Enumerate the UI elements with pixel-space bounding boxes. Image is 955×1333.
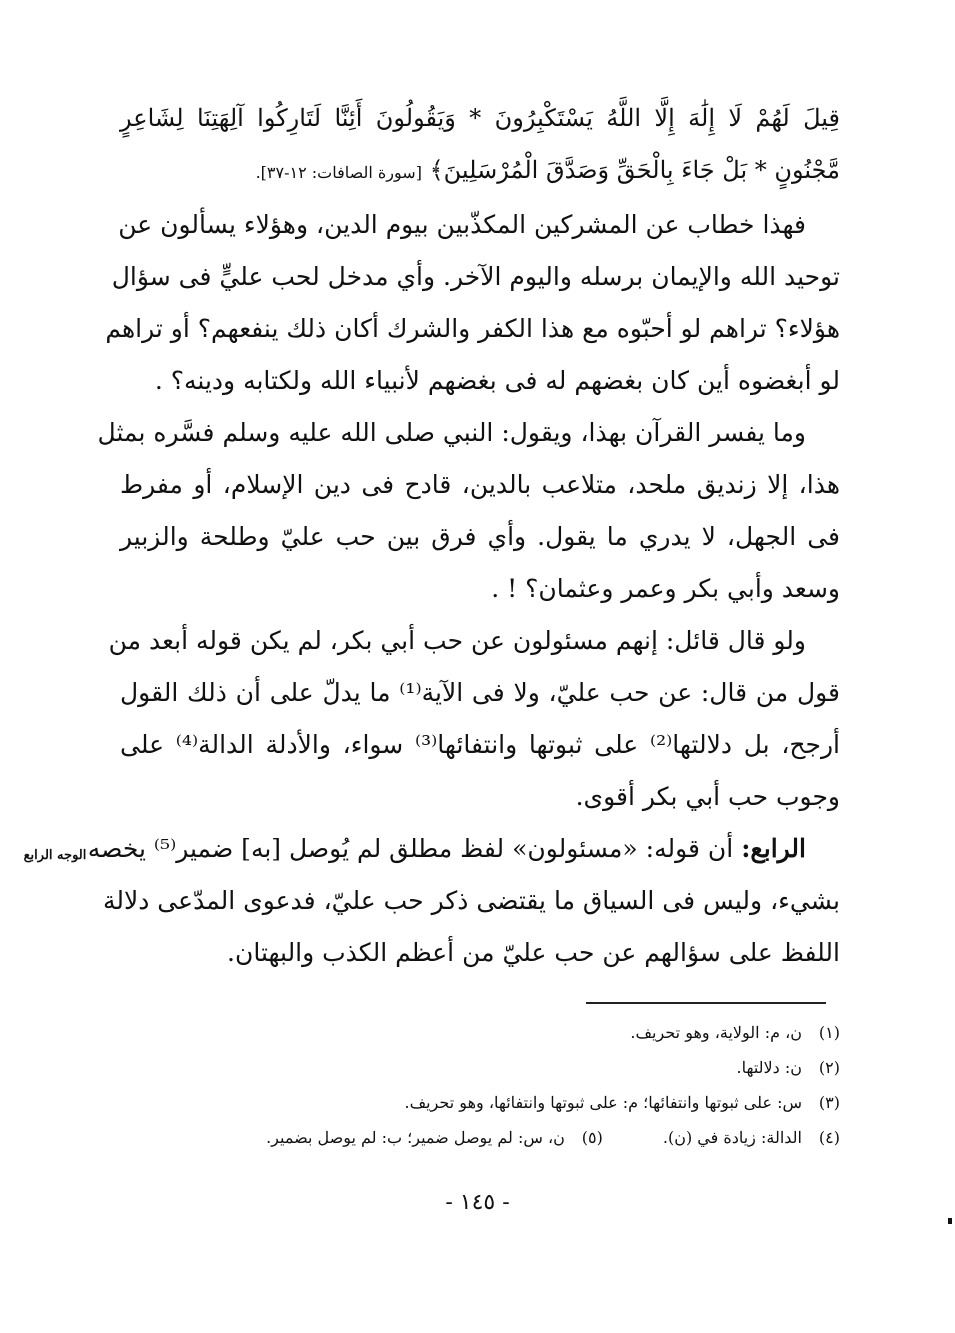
paragraph-line: فهذا خطاب عن المشركين المكذّبين بيوم الدين، وهؤلاء يسألون عن xyxy=(118,210,806,239)
verse-text: مَّجْنُونٍ * بَلْ جَاءَ بِالْحَقِّ وَصَدَّقَ الْمُرْسَلِينَ﴾ xyxy=(429,156,840,184)
paragraph-line: اللفظ على سؤالهم عن حب عليّ من أعظم الكذب والبهتان. xyxy=(227,938,840,967)
footnote-text: ن، س: لم يوصل ضمير؛ ب: لم يوصل بضمير. xyxy=(266,1128,565,1147)
footnote-number: (٣) xyxy=(818,1093,840,1112)
scan-mark xyxy=(948,1218,952,1224)
paragraph-line: ولو قال قائل: إنهم مسئولون عن حب أبي بكر، لم يكن قوله أبعد من xyxy=(108,626,806,655)
paragraph-line: أرجح، بل دلالتها⁽²⁾ على ثبوتها وانتفائها⁽³⁾ سواء، والأدلة الدالة⁽⁴⁾ على xyxy=(120,730,840,759)
paragraph-line: توحيد الله والإيمان برسله واليوم الآخر. وأي مدخل لحب عليٍّ فى سؤال xyxy=(111,262,840,291)
paragraph-line: قول من قال: عن حب عليّ، ولا فى الآية⁽¹⁾ ما يدلّ على أن ذلك القول xyxy=(120,678,840,707)
footnote-text: ن، م: الولاية، وهو تحريف. xyxy=(630,1023,802,1042)
paragraph-line: بشيء، وليس فى السياق ما يقتضى ذكر حب عليّ، فدعوى المدّعى دلالة xyxy=(102,886,840,915)
footnote-number: (٥) xyxy=(581,1128,603,1147)
paragraph-line: وسعد وأبي بكر وعمر وعثمان؟ ! . xyxy=(491,574,840,603)
footnote-text: ن: دلالتها. xyxy=(736,1058,802,1077)
footnote xyxy=(110,1050,840,1085)
footnote-number: (٢) xyxy=(818,1058,840,1077)
paragraph-line: هؤلاء؟ تراهم لو أحبّوه مع هذا الكفر والشرك أكان ذلك ينفعهم؟ أو تراهم xyxy=(105,314,840,343)
paragraph-line: وما يفسر القرآن بهذا، ويقول: النبي صلى الله عليه وسلم فسَّره بمثل xyxy=(97,418,806,447)
footnote-text: الدالة: زيادة في (ن). xyxy=(662,1128,802,1147)
footnote-separator xyxy=(586,1002,826,1004)
section-label: الرابع: xyxy=(741,834,806,863)
footnotes xyxy=(110,1015,840,1155)
verse-line: قِيلَ لَهُمْ لَا إِلَٰهَ إِلَّا اللَّهُ يَسْتَكْبِرُونَ * وَيَقُولُونَ أَئِنَّا لَتَارِكُوا آلِهَتِنَا لِشَاعِرٍ xyxy=(120,104,840,132)
page-number: - ١٤٥ - xyxy=(445,1190,510,1215)
margin-note: الوجه الرابع xyxy=(23,848,87,863)
verse-line xyxy=(120,144,840,199)
paragraph-line xyxy=(87,823,840,875)
main-text xyxy=(87,92,840,979)
footnote-number: (١) xyxy=(818,1023,840,1042)
footnote-text: س: على ثبوتها وانتفائها؛ م: على ثبوتها وانتفائها، وهو تحريف. xyxy=(404,1093,802,1112)
paragraph-line: هذا، إلا زنديق ملحد، متلاعب بالدين، قادح فى دين الإسلام، أو مفرط xyxy=(120,470,840,499)
footnote-number: (٤) xyxy=(818,1128,840,1147)
footnote xyxy=(110,1120,840,1155)
paragraph-line: وجوب حب أبي بكر أقوى. xyxy=(575,782,840,811)
paragraph-line: لو أبغضوه أين كان بغضهم له فى بغضهم لأنبياء الله ولكتابه ودينه؟ . xyxy=(154,366,840,395)
verse-reference: [سورة الصافات: ١٢-٣٧]. xyxy=(255,163,422,182)
paragraph-text: أن قوله: «مسئولون» لفظ مطلق لم يُوصل [به] ضمير⁽⁵⁾ يخصه xyxy=(87,834,734,863)
footnote xyxy=(110,1085,840,1120)
footnote xyxy=(110,1015,840,1050)
paragraph-line: فى الجهل، لا يدري ما يقول. وأي فرق بين حب عليّ وطلحة والزبير xyxy=(120,522,840,551)
